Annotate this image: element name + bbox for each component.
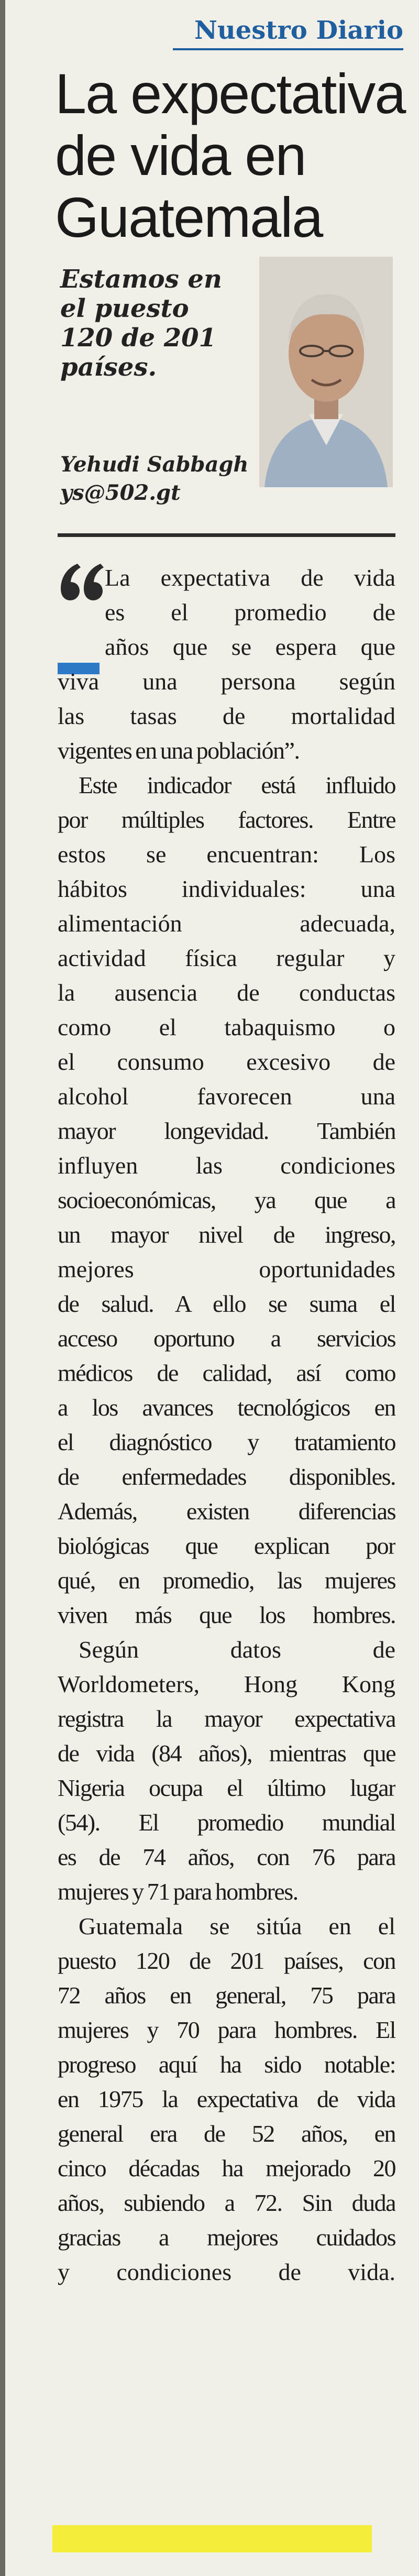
body-line: Nigeria ocupa el último lugar — [58, 1774, 395, 1801]
byline — [60, 451, 259, 507]
body-line: las tasas de mortalidad — [58, 703, 395, 729]
body-line: el diagnóstico y tratamiento — [58, 1429, 395, 1455]
author-name: Yehudi Sabbagh — [60, 452, 249, 477]
author-photo — [259, 257, 393, 487]
deck-line: países. — [60, 353, 157, 382]
article-body — [58, 561, 395, 2289]
deck-line: Estamos en — [60, 265, 222, 294]
body-line: mayor longevidad. También — [58, 1117, 395, 1144]
body-line: viven más que los hombres. — [58, 1602, 395, 1628]
body-line: Según datos de — [79, 1636, 395, 1663]
body-line: gracias a mejores cuidados — [58, 2224, 395, 2251]
body-line: en 1975 la expectativa de vida — [58, 2086, 395, 2112]
body-line: qué, en promedio, las mujeres — [58, 1567, 395, 1594]
deck-line: 120 de 201 — [60, 323, 216, 353]
author-email[interactable]: ys@502.gt — [60, 480, 181, 505]
body-line: viva una persona según — [58, 668, 395, 695]
body-line: estos se encuentran: Los — [58, 841, 395, 868]
body-line: de vida (84 años), mientras que — [58, 1740, 395, 1767]
body-line: mujeres y 71 para hombres. — [58, 1878, 298, 1905]
body-line: médicos de calidad, así como — [58, 1360, 395, 1386]
body-line: 72 años en general, 75 para — [58, 1982, 395, 2009]
body-line: es el promedio de — [105, 599, 395, 626]
body-line: Además, existen diferencias — [58, 1498, 395, 1525]
body-line: biológicas que explican por — [58, 1532, 395, 1559]
body-line: vigentes en una población”. — [58, 737, 300, 764]
headline-line: Guatemala — [55, 185, 323, 249]
body-line: acceso oportuno a servicios — [58, 1325, 395, 1352]
section-divider — [58, 533, 395, 537]
body-line: de salud. A ello se suma el — [58, 1290, 395, 1317]
headline-line: de vida en — [55, 124, 306, 187]
body-line: años, subiendo a 72. Sin duda — [58, 2189, 395, 2216]
body-line: Worldometers, Hong Kong — [58, 1671, 395, 1697]
body-line: Guatemala se sitúa en el — [79, 1913, 395, 1939]
body-line: hábitos individuales: una — [58, 875, 395, 902]
deck — [60, 265, 249, 382]
body-line: de enfermedades disponibles. — [58, 1463, 395, 1490]
masthead-title: Nuestro Diario — [194, 16, 403, 45]
body-line: socioeconómicas, ya que a — [58, 1187, 395, 1213]
body-line: años que se espera que — [105, 633, 395, 660]
deck-line: el puesto — [60, 294, 189, 323]
body-line: influyen las condiciones — [58, 1152, 395, 1179]
body-line: progreso aquí ha sido notable: — [58, 2051, 395, 2078]
body-line: un mayor nivel de ingreso, — [58, 1221, 395, 1248]
body-line: el consumo excesivo de — [58, 1048, 395, 1075]
body-line: alimentación adecuada, — [58, 910, 395, 937]
body-line: es de 74 años, con 76 para — [58, 1844, 395, 1870]
body-line: La expectativa de vida — [105, 564, 395, 591]
body-line: registra la mayor expectativa — [58, 1705, 395, 1732]
body-line: y condiciones de vida. — [58, 2259, 395, 2285]
body-line: a los avances tecnológicos en — [58, 1394, 395, 1421]
headline — [55, 62, 405, 249]
body-line: general era de 52 años, en — [58, 2120, 395, 2147]
body-line: como el tabaquismo o — [58, 1014, 395, 1040]
body-line: puesto 120 de 201 países, con — [58, 1947, 395, 1974]
masthead — [173, 16, 403, 50]
body-line: actividad física regular y — [58, 945, 395, 971]
body-line: mejores oportunidades — [58, 1256, 395, 1282]
highlight-marker — [52, 2525, 372, 2552]
body-line: por múltiples factores. Entre — [58, 806, 395, 833]
headline-line: La expectativa — [55, 62, 405, 125]
author-portrait-icon — [259, 257, 393, 487]
body-line: cinco décadas ha mejorado 20 — [58, 2155, 395, 2182]
body-line: alcohol favorecen una — [58, 1083, 395, 1110]
body-line: la ausencia de conductas — [58, 979, 395, 1006]
body-line: Este indicador está influido — [79, 772, 395, 798]
body-line: mujeres y 70 para hombres. El — [58, 2016, 395, 2043]
body-line: (54). El promedio mundial — [58, 1809, 395, 1836]
